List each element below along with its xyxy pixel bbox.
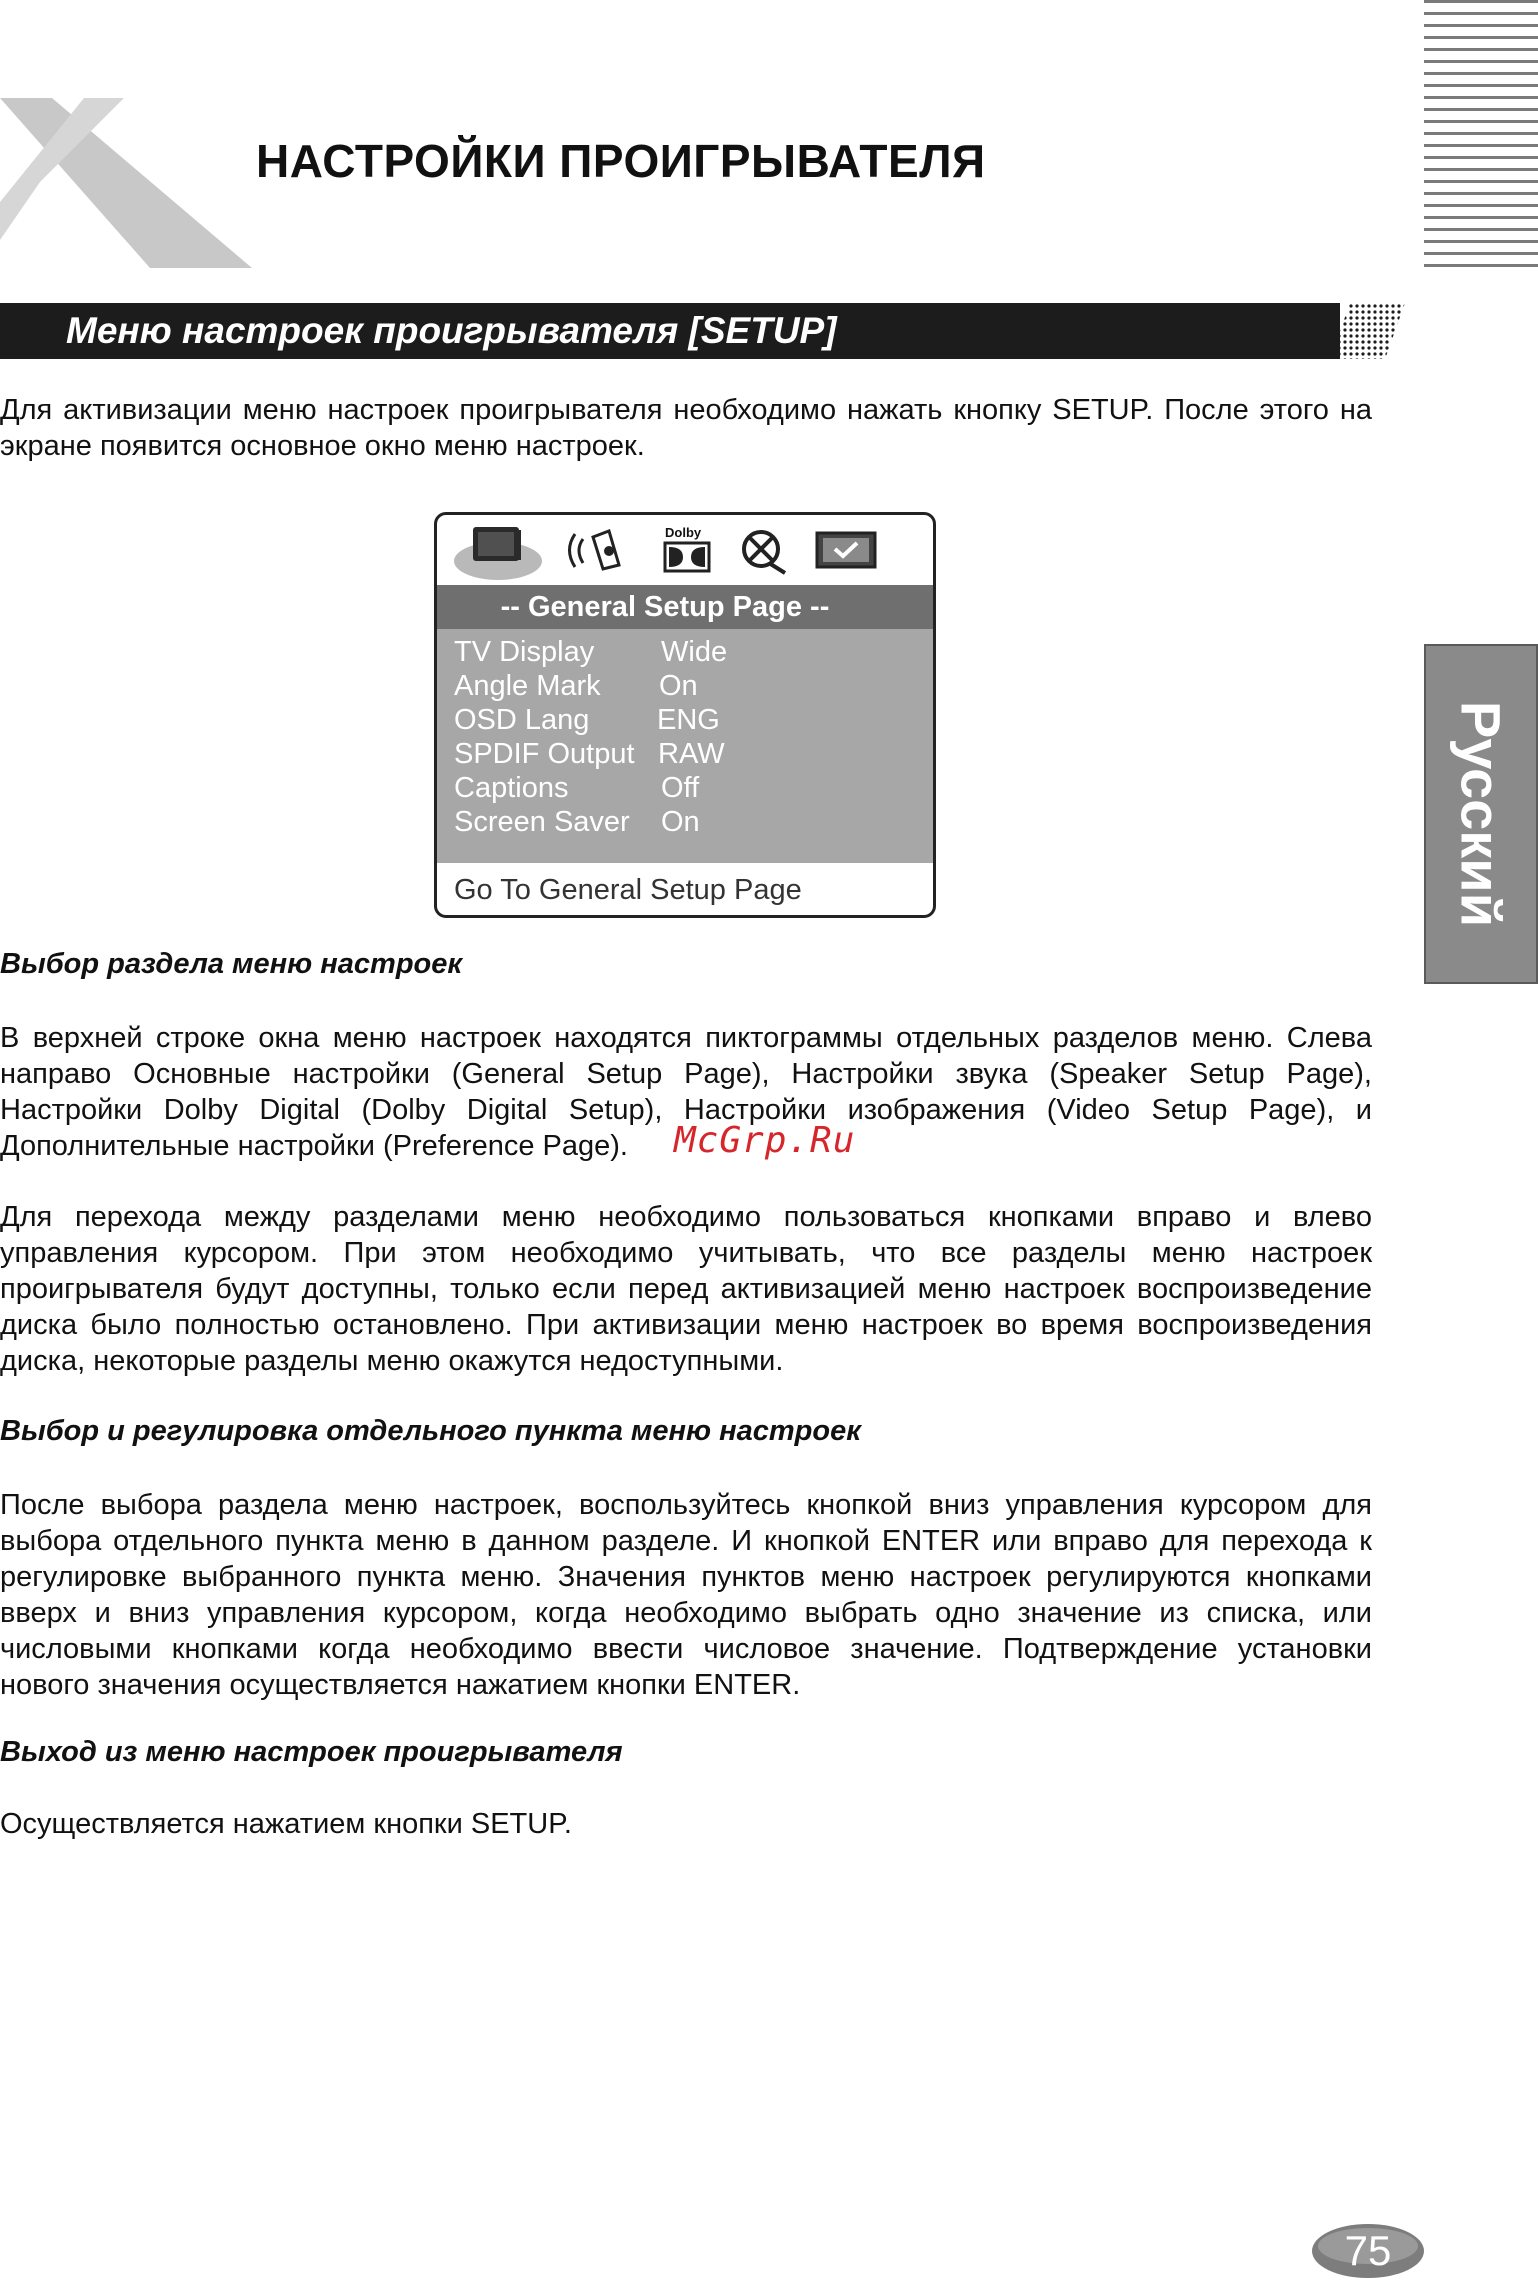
section-heading-exit-menu: Выход из меню настроек проигрывателя xyxy=(0,1736,623,1768)
menu-item-label: Captions xyxy=(454,772,569,804)
page-title: НАСТРОЙКИ ПРОИГРЫВАТЕЛЯ xyxy=(256,135,986,187)
general-setup-tv-icon xyxy=(453,519,543,581)
menu-item-label: SPDIF Output xyxy=(454,738,635,770)
menu-item-label: Screen Saver xyxy=(454,806,630,838)
video-setup-reel-icon xyxy=(739,527,787,575)
menu-item-label: TV Display xyxy=(454,636,595,668)
menu-item-label: OSD Lang xyxy=(454,704,590,736)
section-title: Меню настроек проигрывателя [SETUP] xyxy=(66,310,837,351)
language-tab-label: Русский xyxy=(1449,700,1513,928)
section-bar-dots-icon xyxy=(1330,303,1405,359)
speaker-setup-icon xyxy=(563,525,629,575)
menu-item-label: Angle Mark xyxy=(454,670,601,702)
dolby-digital-setup-icon xyxy=(663,541,711,573)
language-tab xyxy=(1424,644,1538,984)
menu-item-value: On xyxy=(659,670,698,702)
menu-item-value: ENG xyxy=(657,704,720,736)
section-heading-menu-selection: Выбор раздела меню настроек xyxy=(0,948,463,980)
paragraph-item-adjust: После выбора раздела меню настроек, воспользуйтесь кнопкой вниз управления курсором для выбора отдельного пункта меню в данном разделе. И кнопкой ENTER или вправо для перехода к регулировке выбранного пункта меню. Значения пунктов меню настроек регулируются кнопками вверх и вниз управления курсором, когда необходимо выбрать одно значение из списка, или числовыми кнопками когда необходимо ввести числовое значение. Подтверждение установки нового значения осуществляется нажатием кнопки ENTER. xyxy=(0,1489,1372,1701)
page-number-badge xyxy=(1310,2222,1426,2280)
watermark: McGrp.Ru xyxy=(674,1120,856,1161)
setup-menu-figure xyxy=(434,512,936,918)
intro-paragraph: Для активизации меню настроек проигрывателя необходимо нажать кнопку SETUP. После этого на экране появится основное окно меню настроек. xyxy=(0,394,1372,462)
section-heading-item-adjust: Выбор и регулировка отдельного пункта меню настроек xyxy=(0,1415,861,1447)
paragraph-menu-navigation: Для перехода между разделами меню необходимо пользоваться кнопками вправо и влево управления курсором. При этом необходимо учитывать, что все разделы меню настроек проигрывателя будут доступны, только если перед активизацией меню настроек воспроизведение диска было полностью остановлено. При активизации меню настроек во время воспроизведения диска, некоторые разделы меню окажутся недоступными. xyxy=(0,1201,1372,1377)
menu-icon-bar xyxy=(437,515,933,585)
menu-item-value: On xyxy=(661,806,700,838)
menu-item-value: Off xyxy=(661,772,700,804)
header-stripes xyxy=(1424,0,1538,275)
brand-x-logo-icon xyxy=(0,90,260,270)
menu-page-title: -- General Setup Page -- xyxy=(437,585,933,629)
menu-item-value: Wide xyxy=(661,636,728,668)
menu-footer-hint: Go To General Setup Page xyxy=(454,874,802,906)
page-number: 75 xyxy=(1344,2227,1392,2274)
paragraph-exit-menu: Осуществляется нажатием кнопки SETUP. xyxy=(0,1808,572,1840)
menu-item-value: RAW xyxy=(658,738,725,770)
paragraph-menu-sections: В верхней строке окна меню настроек находятся пиктограммы отдельных разделов меню. Слева направо Основные настройки (General Setup Page), Настройки звука (Speaker Setup Page), Настройки Dolby Digital (Dolby Digital Setup), Настройки изображения (Video Setup Page), и Дополнительные настройки (Preference Page). xyxy=(0,1022,1372,1162)
dolby-label: Dolby xyxy=(665,525,702,540)
preference-page-icon xyxy=(815,529,879,573)
menu-item-list xyxy=(437,629,933,863)
